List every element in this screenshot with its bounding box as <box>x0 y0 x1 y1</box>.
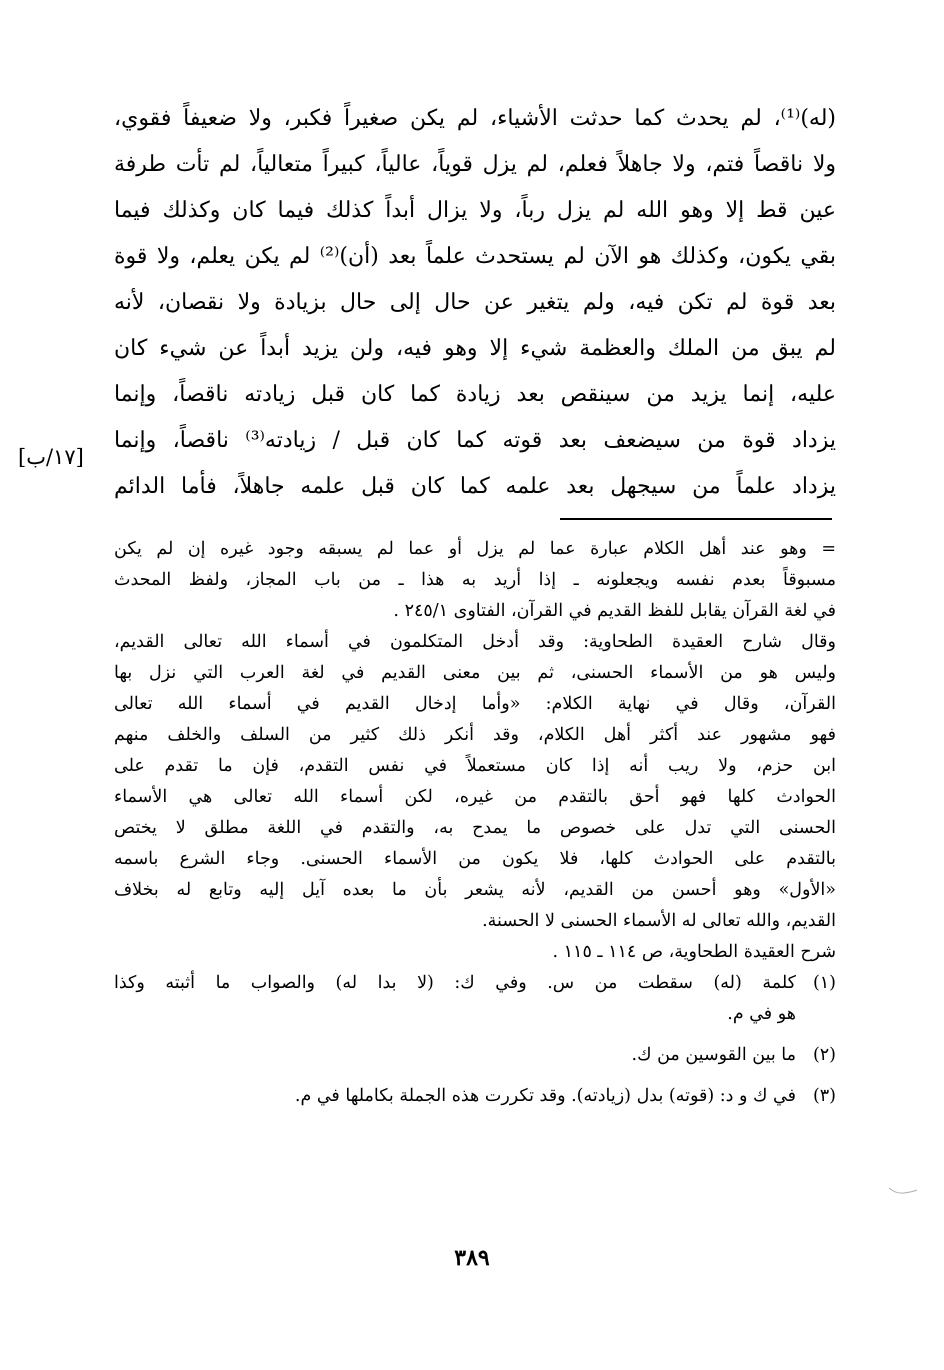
page-number: ٣٨٩ <box>454 1245 490 1271</box>
footnote-source-line: شرح العقيدة الطحاوية، ص ١١٤ ـ ١١٥ . <box>552 942 836 962</box>
scan-smudge-mark <box>888 1184 918 1198</box>
footnote-quote-line: القديم، والله تعالى له الأسماء الحسنى لا الحسنة. <box>482 911 836 931</box>
footnote-2 <box>114 1040 836 1071</box>
footnote-quote-line: فهو مشهور عند أكثر أهل الكلام، وقد أنكر ذلك كثير من السلف والخلف منهم <box>114 725 836 745</box>
footnote-gap <box>114 1071 836 1081</box>
footnote-quote-line: الحوادث كلها فهو أحق بالتقدم من غيره، لكن أسماء الله تعالى هي الأسماء <box>114 787 836 807</box>
footnote-quote-line: ابن حزم، ولا ريب أنه إذا كان مستعملاً في نفس التقدم، فإن ما تقدم على <box>114 756 836 776</box>
main-text-block <box>114 96 836 510</box>
footnote-quote-line: وقال شارح العقيدة الطحاوية: وقد أدخل المتكلمون في أسماء الله تعالى القديم، <box>114 632 836 652</box>
footnote-3 <box>114 1081 836 1112</box>
footnote-text: ما بين القوسين من ك. <box>631 1045 796 1065</box>
footnote-separator <box>560 518 832 520</box>
footnotes-block <box>114 534 836 1112</box>
main-text-line: عين قط إلا وهو الله لم يزل رباً، ولا يزال أبداً كذلك فيما كان وكذلك فيما <box>114 198 836 223</box>
footnote-quote-line: «الأول» وهو أحسن من القديم، لأنه يشعر بأن ما بعده آيل إليه وتابع له بخلاف <box>114 880 836 900</box>
footnote-quote-line: بالتقدم على الحوادث كلها، فلا يكون من الأسماء الحسنى. وجاء الشرع باسمه <box>114 849 836 869</box>
main-text-line: يزداد قوة من سيضعف بعد قوته كما كان قبل / زيادته⁽³⁾ ناقصاً، وإنما <box>114 428 836 453</box>
main-text-line: لم يبق من الملك والعظمة شيء إلا وهو فيه، ولن يزيد أبداً عن شيء كان <box>114 336 836 361</box>
main-text-line: (له)⁽¹⁾، لم يحدث كما حدثت الأشياء، لم يكن صغيراً فكبر، ولا ضعيفاً فقوي، <box>114 106 836 131</box>
footnote-number: (٣) <box>812 1086 836 1106</box>
footnote-continuation-line: في لغة القرآن يقابل للفظ القديم في القرآن، الفتاوى ٢٤٥/١ . <box>393 601 836 621</box>
footnote-1-continuation: هو في م. <box>727 1004 796 1024</box>
main-text-line: عليه، إنما يزيد من سينقص بعد زيادة كما كان قبل زيادته ناقصاً، وإنما <box>114 382 836 407</box>
footnote-quote-line: القرآن، وقال في نهاية الكلام: «وأما إدخال القديم في أسماء الله تعالى <box>114 694 836 714</box>
main-text-line: بعد قوة لم تكن فيه، ولم يتغير عن حال إلى حال بزيادة ولا نقصان، لأنه <box>114 290 836 315</box>
footnote-gap <box>114 1030 836 1040</box>
footnote-text: في ك و د: (قوته) بدل (زيادته). وقد تكررت هذه الجملة بكاملها في م. <box>294 1086 796 1106</box>
main-text-line: يزداد علماً من سيجهل بعد علمه كما كان قبل علمه جاهلاً، فأما الدائم <box>114 474 836 499</box>
main-text-line: بقي يكون، وكذلك هو الآن لم يستحدث علماً بعد (أن)⁽²⁾ لم يكن يعلم، ولا قوة <box>114 244 836 269</box>
footnote-continuation-line: = وهو عند أهل الكلام عبارة عما لم يزل أو عما لم يسبقه وجود غيره إن لم يكن <box>114 539 836 559</box>
footnote-number: (١) <box>812 973 836 993</box>
footnote-quote-line: الحسنى التي تدل على خصوص ما يمدح به، والتقدم في اللغة مطلق لا يختص <box>114 818 836 838</box>
footnote-text: كلمة (له) سقطت من س. وفي ك: (لا بدا له) والصواب ما أثبته وكذا <box>114 973 796 993</box>
footnote-continuation-line: مسبوقاً بعدم نفسه ويجعلونه ـ إذا أريد به هذا ـ من باب المجاز، ولفظ المحدث <box>114 570 836 590</box>
footnote-number: (٢) <box>812 1045 836 1065</box>
footnote-1 <box>114 968 836 999</box>
footnote-quote-line: وليس هو من الأسماء الحسنى، ثم بين معنى القديم في لغة العرب التي نزل بها <box>114 663 836 683</box>
main-text-line: ولا ناقصاً فتم، ولا جاهلاً فعلم، لم يزل قوياً، عالياً، كبيراً متعالياً، لم تأت طرفة <box>114 152 836 177</box>
manuscript-folio-marker: [١٧/ب] <box>18 445 84 469</box>
